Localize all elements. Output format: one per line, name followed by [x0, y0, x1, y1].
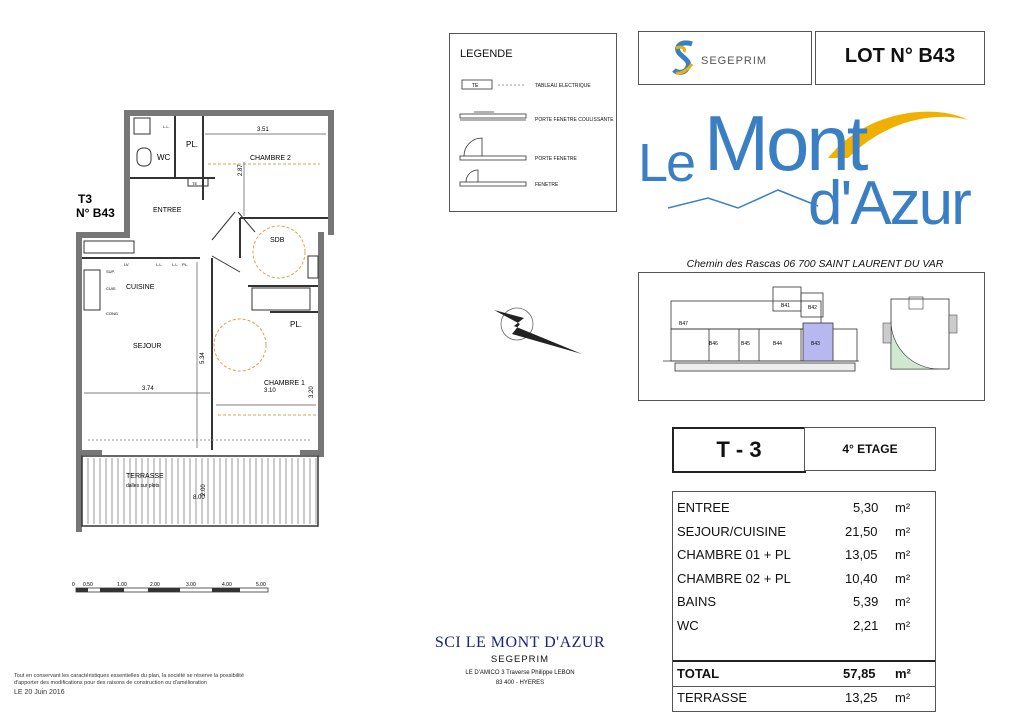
area-row-value: 21,50 [845, 524, 878, 539]
site-label-b47: B47 [679, 321, 688, 327]
orientation-thumbnail [881, 293, 961, 377]
legend-te-symbol: TE [472, 83, 479, 89]
room-label-chambre2: CHAMBRE 2 [250, 155, 291, 162]
dim-374: 3.74 [142, 386, 154, 392]
area-row-unit: m² [895, 618, 911, 633]
floor-box [804, 427, 936, 471]
area-row [673, 571, 935, 591]
area-row [673, 500, 935, 520]
dim-320: 3.20 [309, 386, 315, 398]
site-plan-drawing [653, 281, 873, 393]
dim-200: 2.00 [201, 484, 207, 496]
terrasse-label: TERRASSE [677, 690, 748, 705]
scale-label-100: 1.00 [117, 582, 127, 588]
label-ll1: L.L. [156, 262, 163, 267]
company-block [400, 634, 640, 686]
terrasse-value: 13,25 [845, 690, 878, 705]
total-row [673, 660, 935, 687]
floor-level: 4° ETAGE [842, 442, 898, 456]
site-label-b46: B46 [709, 341, 718, 347]
company-address2: 83 400 - HYERES [495, 680, 545, 686]
legend-item-tableau: TABLEAU ELECTRIQUE [535, 83, 591, 89]
terrasse-unit: m² [895, 690, 911, 705]
apartment-type-box [672, 427, 806, 473]
terrace [82, 440, 318, 526]
area-row-unit: m² [895, 524, 911, 539]
dim-534: 5.34 [200, 352, 206, 364]
label-sup: SUP. [106, 269, 115, 274]
room-label-terrasse-sub: dalles sur plots [126, 483, 160, 489]
site-label-b44: B44 [773, 341, 782, 347]
scale-label-050: 0.50 [83, 582, 93, 588]
area-row-unit: m² [895, 594, 911, 609]
terrasse-row [673, 687, 935, 709]
area-row [673, 594, 935, 614]
legend-panel [449, 33, 617, 212]
area-row [673, 524, 935, 544]
room-label-wc: WC [157, 153, 171, 162]
company-address1: LE D'AMICO 3 Traverse Philippe LEBON [465, 670, 575, 676]
label-ll2: L.L. [172, 262, 179, 267]
site-label-b43: B43 [811, 341, 820, 347]
legend-title: LEGENDE [460, 48, 513, 60]
dimension-lines [84, 134, 326, 448]
area-row-value: 10,40 [845, 571, 878, 586]
footnote [14, 673, 314, 696]
dim-310: 3.10 [264, 388, 276, 394]
area-row-value: 2,21 [853, 618, 879, 633]
project-logo [638, 98, 984, 258]
compass-icon [484, 294, 594, 364]
label-ll-top: L.L. [163, 124, 170, 129]
footnote-line1: Tout en conservant les caractéristiques essentielles du plan, la société se réserve la possibilité [14, 673, 244, 679]
scale-label-300: 3.00 [186, 582, 196, 588]
room-label-pl-top: PL. [186, 140, 199, 149]
legend-item-porte-coulissante: PORTE FENETRE COULISSANTE [535, 117, 614, 123]
legend-symbols [454, 76, 534, 191]
scale-label-400: 4.00 [222, 582, 232, 588]
room-label-cuisine: CUISINE [126, 284, 155, 291]
label-pl3: PL. [182, 262, 189, 267]
area-row-value: 5,39 [853, 594, 879, 609]
area-row [673, 547, 935, 567]
room-label-pl-mid: PL. [290, 320, 303, 329]
area-row-label: WC [677, 618, 699, 633]
label-cuis: CUIS [106, 286, 116, 291]
area-row-value: 13,05 [845, 547, 878, 562]
plan-title-line1: T3 [78, 192, 93, 206]
plan-title-line2: N° B43 [76, 206, 115, 220]
area-row-label: BAINS [677, 594, 717, 609]
label-lv: LV. [124, 262, 130, 267]
area-row-label: CHAMBRE 01 + PL [677, 547, 791, 562]
legend-item-porte-fenetre: PORTE FENETRE [535, 156, 577, 162]
sliding-door-icon [460, 112, 526, 120]
room-label-sejour: SEJOUR [133, 343, 162, 350]
logo-le: Le [638, 133, 695, 193]
area-row [673, 618, 935, 638]
company-name: SCI LE MONT D'AZUR [434, 634, 606, 651]
site-label-b45: B45 [741, 341, 750, 347]
scale-label-200: 2.00 [150, 582, 160, 588]
segeprim-logo-icon [672, 40, 696, 76]
area-row-label: CHAMBRE 02 + PL [677, 571, 791, 586]
scale-bar [76, 588, 268, 592]
legend-item-fenetre: FENETRE [535, 182, 559, 188]
area-row-label: ENTREE [677, 500, 730, 515]
area-row-label: SEJOUR/CUISINE [677, 524, 787, 539]
footnote-date: LE 20 Juin 2016 [14, 689, 65, 696]
apartment-type: T - 3 [716, 437, 762, 462]
site-plan-box [638, 272, 985, 401]
logo-mont: Mont [704, 99, 866, 187]
room-label-chambre1: CHAMBRE 1 [264, 380, 305, 387]
brand-name: SEGEPRIM [701, 55, 768, 67]
scale-label-500: 5.00 [256, 582, 266, 588]
site-label-b42: B42 [808, 305, 817, 311]
room-label-terrasse: TERRASSE [126, 473, 164, 480]
footnote-line2: d'apporter des modifications pour des raisons de construction ou d'amélioration [14, 680, 207, 686]
room-label-entree: ENTREE [153, 207, 182, 214]
label-te: TE [192, 181, 198, 186]
project-address: Chemin des Rascas 06 700 SAINT LAURENT DU VAR [686, 258, 944, 270]
area-row-unit: m² [895, 547, 911, 562]
french-door-icon [460, 138, 526, 160]
area-table [672, 491, 936, 712]
label-cong: CONG [106, 311, 118, 316]
area-row-unit: m² [895, 571, 911, 586]
dim-800: 8.00 [193, 495, 205, 501]
dim-351: 3.51 [257, 127, 269, 133]
lot-number: LOT N° B43 [844, 45, 956, 67]
plan-interior-walls [82, 116, 328, 450]
total-unit: m² [895, 666, 911, 681]
room-label-sdb: SDB [270, 237, 285, 244]
total-value: 57,85 [843, 666, 876, 681]
logo-dazur: d'Azur [808, 169, 970, 238]
area-row-unit: m² [895, 500, 911, 515]
company-brand: SEGEPRIM [490, 654, 550, 665]
lot-box [815, 31, 985, 85]
window-icon [460, 170, 526, 186]
floor-plan [0, 0, 340, 600]
scale-label-0: 0 [72, 582, 75, 588]
total-label: TOTAL [677, 666, 720, 681]
area-row-value: 5,30 [853, 500, 879, 515]
dim-287: 2.87 [238, 164, 244, 176]
site-label-b41: B41 [781, 303, 790, 309]
brand-box [638, 31, 812, 85]
